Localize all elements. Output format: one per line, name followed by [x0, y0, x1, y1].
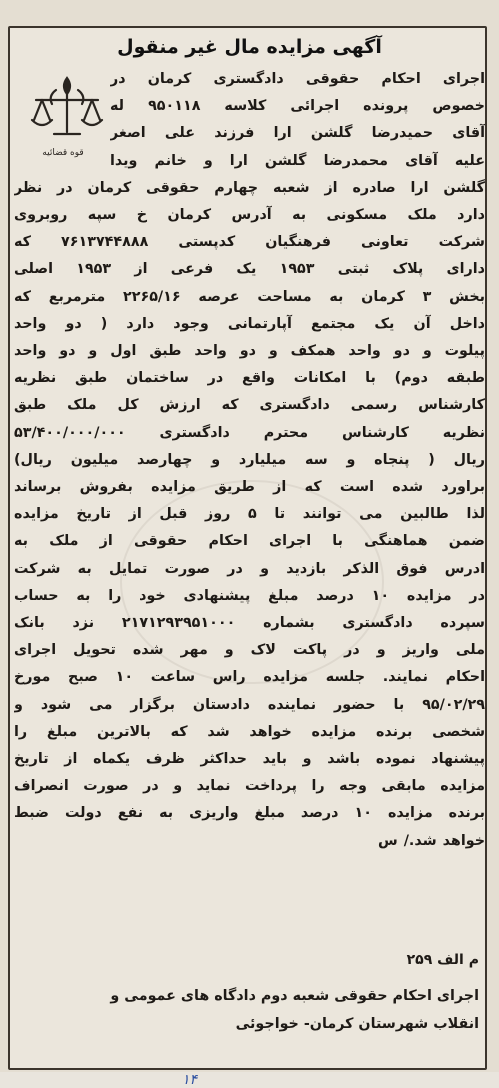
body-line: کارشناس رسمی دادگستری که ارزش کل ملک طبق [14, 397, 485, 414]
body-line: مزایده مابقی وجه را پرداخت نماید و در صورت انصراف [14, 778, 485, 795]
notice-body [14, 66, 485, 855]
body-line: طبقه دوم) با امکانات واقع در ساختمان طبق نظریه [14, 370, 485, 387]
body-line: نظریه کارشناس محترم دادگستری ۵۳/۴۰۰/۰۰۰/۰۰۰ [14, 424, 485, 441]
body-line: داخل آن یک مجتمع آپارتمانی وجود دارد ( دو واحد [14, 315, 485, 332]
body-line: خواهد شد./ س [378, 832, 485, 849]
signature-line: اجرای احکام حقوقی شعبه دوم دادگاه های عمومی و [110, 988, 479, 1004]
body-line: برنده مزایده ۱۰ درصد مبلغ واریزی به نفع دولت ضبط [14, 805, 485, 822]
body-line: پیلوت و دو واحد همکف و دو واحد طبق اول و دو واحد [14, 343, 485, 360]
body-line: ضمن هماهنگی با اجرای احکام حقوقی از ملک به [14, 533, 485, 550]
body-line: لذا طالبین می توانند تا ۵ روز قبل از تاریخ مزایده [14, 506, 485, 523]
body-line: گلشن ارا صادره از شعبه چهارم حقوقی کرمان در نظر [14, 179, 485, 196]
body-line: سپرده دادگستری بشماره ۲۱۷۱۲۹۳۹۵۱۰۰۰ نزد بانک [14, 615, 485, 632]
body-line: دارای پلاک ثبتی ۱۹۵۳ یک فرعی از ۱۹۵۳ اصلی [14, 261, 485, 278]
body-line: براورد شده است که از طریق مزایده بفروش برساند [14, 479, 485, 496]
body-line: شخصی برنده مزایده خواهد شد که بالاترین مبلغ را [14, 723, 485, 740]
body-line: ریال ( پنجاه و سه میلیارد و چهارصد میلیون ریال) [14, 451, 485, 468]
body-line: آقای حمیدرضا گلشن ارا فرزند علی اصغر [110, 125, 485, 142]
signature-block [20, 982, 479, 1038]
body-line: بخش ۳ کرمان به مساحت عرصه ۲۲۶۵/۱۶ مترمربع که [14, 288, 485, 305]
body-line: ادرس فوق الذکر بازدید و در صورت تمایل به شرکت [14, 560, 485, 577]
body-line: ۹۵/۰۲/۲۹ با حضور نماینده دادستان برگزار می شود و [14, 696, 485, 713]
body-line: خصوص پرونده اجرائی کلاسه ۹۵۰۱۱۸ له [110, 98, 485, 115]
handwritten-mark: ۱۴ [182, 1072, 198, 1088]
signature-line: انقلاب شهرستان کرمان- خواجوئی [235, 1016, 479, 1032]
body-line: شرکت تعاونی فرهنگیان کدپستی ۷۶۱۳۷۴۴۸۸۸ که [14, 234, 485, 251]
body-line: ملی واریز و در پاکت لاک و مهر شده تحویل اجرای [14, 642, 485, 659]
body-line: احکام نمایند. جلسه مزایده راس ساعت ۱۰ صبح مورخ [14, 669, 485, 686]
notice-title: آگهی مزایده مال غیر منقول [117, 36, 382, 58]
body-line: در مزایده ۱۰ درصد مبلغ پیشنهادی خود را به حساب [14, 587, 485, 604]
reference-number: م الف ۲۵۹ [406, 952, 479, 968]
emblem-caption: قوه قضائیه [42, 148, 84, 158]
body-line: دارد ملک مسکونی به آدرس کرمان خ سپه روبروی [14, 207, 485, 224]
body-line: پیشنهاد نموده باشد و باید حداکثر ظرف یکماه از تاریخ [14, 751, 485, 768]
body-line: علیه آقای محمدرضا گلشن ارا و خانم ویدا [110, 152, 485, 169]
body-line: اجرای احکام حقوقی دادگستری کرمان در [110, 71, 485, 87]
